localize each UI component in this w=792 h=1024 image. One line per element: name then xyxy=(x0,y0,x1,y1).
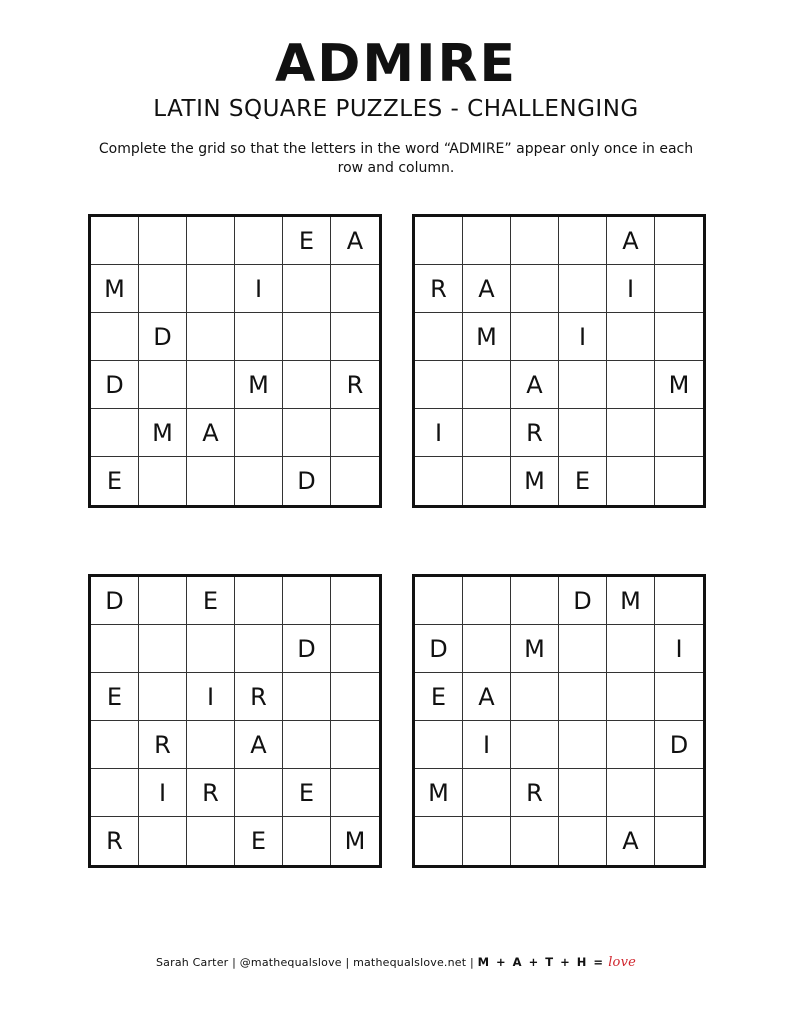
grid-cell[interactable] xyxy=(607,361,655,409)
grid-cell[interactable] xyxy=(655,673,703,721)
grid-cell[interactable] xyxy=(559,217,607,265)
grid-cell[interactable]: I xyxy=(463,721,511,769)
puzzle-grid-1 xyxy=(88,214,382,508)
grid-cell[interactable]: A xyxy=(607,817,655,865)
grid-cell[interactable]: R xyxy=(91,817,139,865)
grid-cell[interactable] xyxy=(655,577,703,625)
grid-cell[interactable]: E xyxy=(235,817,283,865)
grid-cell[interactable]: R xyxy=(415,265,463,313)
grid-cell[interactable] xyxy=(187,265,235,313)
grid-cell[interactable]: I xyxy=(607,265,655,313)
grid-cell[interactable]: I xyxy=(559,313,607,361)
grid-cell[interactable] xyxy=(331,673,379,721)
grid-cell[interactable] xyxy=(607,313,655,361)
grid-cell[interactable] xyxy=(139,577,187,625)
grid-cell[interactable] xyxy=(235,577,283,625)
footer-brand: M + A + T + H = xyxy=(477,955,605,969)
grid-cell[interactable] xyxy=(511,577,559,625)
grid-cell[interactable] xyxy=(559,361,607,409)
grid-cell[interactable] xyxy=(187,313,235,361)
puzzle-grid-2 xyxy=(412,214,706,508)
grid-cell[interactable]: M xyxy=(511,457,559,505)
grid-cell[interactable] xyxy=(187,217,235,265)
grid-cell[interactable]: D xyxy=(139,313,187,361)
grid-cell[interactable] xyxy=(91,625,139,673)
grid-cell[interactable]: A xyxy=(331,217,379,265)
page-subtitle: LATIN SQUARE PUZZLES - CHALLENGING xyxy=(153,96,639,122)
grid-cell[interactable]: A xyxy=(187,409,235,457)
footer-brand-love: love xyxy=(608,955,637,970)
grid-cell[interactable]: R xyxy=(511,769,559,817)
grid-cell[interactable]: E xyxy=(559,457,607,505)
grid-cell[interactable] xyxy=(91,721,139,769)
grid-cell[interactable]: A xyxy=(463,265,511,313)
grid-cell[interactable] xyxy=(139,217,187,265)
grid-cell[interactable] xyxy=(283,577,331,625)
grid-cell[interactable] xyxy=(415,457,463,505)
grid-cell[interactable] xyxy=(235,217,283,265)
grid-cell[interactable]: E xyxy=(187,577,235,625)
grid-cell[interactable] xyxy=(139,361,187,409)
grid-cell[interactable] xyxy=(559,625,607,673)
grid-cell[interactable]: D xyxy=(655,721,703,769)
grid-cell[interactable] xyxy=(511,265,559,313)
grid-cell[interactable] xyxy=(607,625,655,673)
grid-cell[interactable] xyxy=(463,769,511,817)
grid-cell[interactable] xyxy=(511,313,559,361)
grid-cell[interactable] xyxy=(655,265,703,313)
grid-cell[interactable]: M xyxy=(607,577,655,625)
grid-cell[interactable] xyxy=(283,817,331,865)
grid-cell[interactable] xyxy=(607,673,655,721)
grid-cell[interactable] xyxy=(139,673,187,721)
grid-cell[interactable] xyxy=(607,721,655,769)
grid-cell[interactable]: E xyxy=(415,673,463,721)
grid-cell[interactable] xyxy=(415,361,463,409)
grid-cell[interactable] xyxy=(139,457,187,505)
grid-cell[interactable] xyxy=(235,409,283,457)
puzzle-grid-3 xyxy=(88,574,382,868)
grid-cell[interactable]: E xyxy=(91,673,139,721)
footer xyxy=(0,955,792,970)
grid-cell[interactable] xyxy=(283,409,331,457)
grid-cell[interactable] xyxy=(187,721,235,769)
grid-cell[interactable]: R xyxy=(187,769,235,817)
grid-cell[interactable] xyxy=(559,265,607,313)
grid-cell[interactable] xyxy=(187,457,235,505)
instructions: Complete the grid so that the letters in the word “ADMIRE” appear only once in each row and column. xyxy=(98,141,694,176)
grid-cell[interactable]: D xyxy=(283,457,331,505)
grid-cell[interactable] xyxy=(331,577,379,625)
grid-cell[interactable] xyxy=(331,625,379,673)
grid-cell[interactable] xyxy=(415,217,463,265)
grid-cell[interactable]: M xyxy=(344,827,366,855)
grid-cell[interactable] xyxy=(655,409,703,457)
grid-cell[interactable]: M xyxy=(511,625,559,673)
footer-separator: | xyxy=(469,956,474,969)
grid-cell[interactable]: I xyxy=(655,625,703,673)
grid-cell[interactable]: A xyxy=(511,361,559,409)
grid-cell[interactable] xyxy=(91,217,139,265)
grid-cell[interactable]: I xyxy=(139,769,187,817)
grid-cell[interactable]: I xyxy=(235,265,283,313)
grid-cell[interactable] xyxy=(559,673,607,721)
grid-cell[interactable] xyxy=(91,769,139,817)
grid-cell[interactable] xyxy=(511,217,559,265)
grid-cell[interactable] xyxy=(559,721,607,769)
grid-cell[interactable]: E xyxy=(283,769,331,817)
grid-cell[interactable] xyxy=(511,817,559,865)
grid-cell[interactable] xyxy=(511,673,559,721)
grid-cell[interactable] xyxy=(607,769,655,817)
grid-cell[interactable] xyxy=(463,625,511,673)
grid-cell[interactable]: M xyxy=(139,409,187,457)
footer-handle: @mathequalslove xyxy=(239,956,342,969)
grid-cell[interactable] xyxy=(655,817,703,865)
grid-cell[interactable] xyxy=(463,457,511,505)
grid-cell[interactable]: I xyxy=(415,409,463,457)
grid-cell[interactable]: E xyxy=(91,457,139,505)
grid-cell[interactable] xyxy=(331,313,379,361)
footer-author: Sarah Carter xyxy=(155,956,229,969)
grid-cell[interactable]: R xyxy=(331,361,379,409)
grid-cell[interactable] xyxy=(415,721,463,769)
grid-cell[interactable] xyxy=(331,457,379,505)
grid-cell[interactable] xyxy=(655,769,703,817)
grid-cell[interactable] xyxy=(187,625,235,673)
grid-cell[interactable]: D xyxy=(283,625,331,673)
grid-cell[interactable]: R xyxy=(235,673,283,721)
grid-cell[interactable] xyxy=(139,625,187,673)
grid-cell[interactable]: M xyxy=(415,769,463,817)
grid-cell[interactable]: A xyxy=(235,721,283,769)
grid-cell[interactable] xyxy=(139,265,187,313)
grid-cell[interactable] xyxy=(463,217,511,265)
grid-cell[interactable]: R xyxy=(139,721,187,769)
grid-cell[interactable] xyxy=(331,265,379,313)
grid-cell[interactable]: M xyxy=(235,361,283,409)
grid-cell[interactable] xyxy=(415,313,463,361)
grid-cell[interactable]: M xyxy=(91,265,139,313)
footer-separator: | xyxy=(345,956,350,969)
grid-cell[interactable]: R xyxy=(511,409,559,457)
grid-cell[interactable]: A xyxy=(463,673,511,721)
grid-cell[interactable]: I xyxy=(187,673,235,721)
grid-cell[interactable] xyxy=(283,361,331,409)
footer-separator: | xyxy=(232,956,236,969)
grid-cell[interactable]: D xyxy=(559,577,607,625)
grid-cell[interactable] xyxy=(463,409,511,457)
grid-cell[interactable] xyxy=(415,817,463,865)
grid-cell[interactable] xyxy=(655,217,703,265)
grid-cell[interactable] xyxy=(187,361,235,409)
grid-cell[interactable]: D xyxy=(91,577,139,625)
grid-cell[interactable] xyxy=(187,817,235,865)
grid-cell[interactable] xyxy=(139,817,187,865)
grid-cell[interactable] xyxy=(331,409,379,457)
grid-cell[interactable] xyxy=(91,313,139,361)
puzzle-grid-4 xyxy=(412,574,706,868)
grid-cell[interactable] xyxy=(559,769,607,817)
grid-cell[interactable] xyxy=(655,313,703,361)
grid-cell[interactable] xyxy=(91,409,139,457)
grid-cell[interactable]: M xyxy=(463,313,511,361)
grid-cell[interactable]: D xyxy=(91,361,139,409)
grid-cell[interactable]: M xyxy=(655,361,703,409)
grid-cell[interactable] xyxy=(559,409,607,457)
grid-cell[interactable] xyxy=(235,457,283,505)
grid-cell[interactable] xyxy=(283,721,331,769)
grid-cell[interactable]: E xyxy=(283,217,331,265)
grid-cell[interactable] xyxy=(463,577,511,625)
grid-cell[interactable] xyxy=(331,721,379,769)
grid-cell[interactable] xyxy=(283,313,331,361)
grid-cell[interactable] xyxy=(235,625,283,673)
grid-cell[interactable] xyxy=(235,313,283,361)
grid-cell[interactable] xyxy=(655,457,703,505)
grid-cell[interactable] xyxy=(607,457,655,505)
grid-cell[interactable] xyxy=(559,817,607,865)
grid-cell[interactable] xyxy=(511,721,559,769)
grid-cell[interactable] xyxy=(331,769,379,817)
grid-cell[interactable] xyxy=(607,409,655,457)
grid-cell[interactable] xyxy=(283,265,331,313)
grid-cell[interactable] xyxy=(463,361,511,409)
grid-cell[interactable] xyxy=(235,769,283,817)
page-title: ADMIRE xyxy=(274,34,518,94)
grid-cell[interactable] xyxy=(283,673,331,721)
footer-website: mathequalslove.net xyxy=(353,956,467,969)
grid-cell[interactable] xyxy=(463,817,511,865)
grid-cell[interactable]: D xyxy=(415,625,463,673)
grid-cell[interactable] xyxy=(415,577,463,625)
grid-cell[interactable]: A xyxy=(607,217,655,265)
